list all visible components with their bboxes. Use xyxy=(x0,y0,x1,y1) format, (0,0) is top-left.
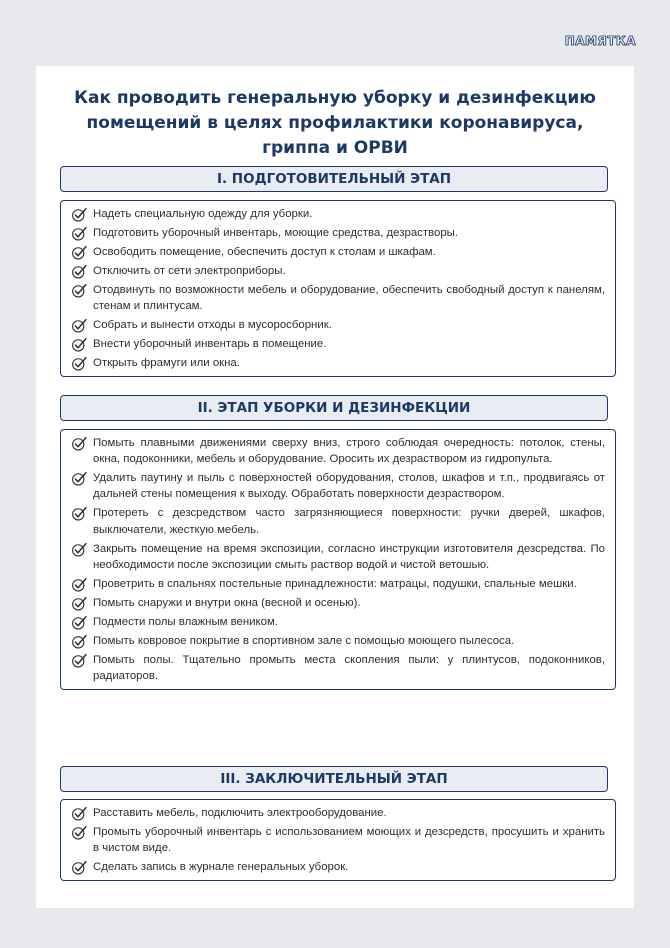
check-circle-icon xyxy=(71,614,88,631)
list-item-text: Протереть с дезсредством часто загрязняющиеся поверхности: ручки дверей, шкафов, выключатели, жесткую мебель. xyxy=(93,507,605,536)
list-item-text: Проветрить в спальнях постельные принадлежности: матрацы, подушки, спальные мешки. xyxy=(93,577,577,590)
list-item xyxy=(71,541,605,573)
check-circle-icon xyxy=(71,263,88,280)
check-circle-icon xyxy=(71,541,88,558)
list-item-text: Закрыть помещение на время экспозиции, согласно инструкции изготовителя дезсредства. По необходимости после экспозиции смыть раствор водой и чистой ветошью. xyxy=(93,542,605,571)
list-item-text: Помыть ковровое покрытие в спортивном зале с помощью моющего пылесоса. xyxy=(93,634,515,647)
check-circle-icon xyxy=(71,225,88,242)
list-item xyxy=(71,435,605,467)
list-item xyxy=(71,824,605,856)
list-item-text: Помыть снаружи и внутри окна (весной и осенью). xyxy=(93,596,361,609)
list-item xyxy=(71,576,605,592)
list-item-text: Освободить помещение, обеспечить доступ к столам и шкафам. xyxy=(93,246,436,258)
list-item xyxy=(71,505,605,537)
check-circle-icon xyxy=(71,282,88,299)
section-list-preparation xyxy=(60,200,616,377)
check-circle-icon xyxy=(71,206,88,223)
list-item-text: Помыть плавными движениями сверху вниз, строго соблюдая очередность: потолок, стены, окна, подоконники, мебель и оборудование. Оросить их дезраствором из гидропульта. xyxy=(93,437,605,466)
check-circle-icon xyxy=(71,633,88,650)
list-item-text: Отключить от сети электроприборы. xyxy=(93,265,286,277)
list-item-text: Промыть уборочный инвентарь с использованием моющих и дезсредств, просушить и хранить в чистом виде. xyxy=(93,826,605,855)
list-item-text: Сделать запись в журнале генеральных уборок. xyxy=(93,861,349,874)
check-circle-icon xyxy=(71,576,88,593)
check-circle-icon xyxy=(71,435,88,452)
check-circle-icon xyxy=(71,805,88,822)
list-item xyxy=(71,633,605,649)
section-list-cleaning xyxy=(60,429,616,690)
list-item xyxy=(71,652,605,684)
check-circle-icon xyxy=(71,859,88,876)
list-item xyxy=(71,355,605,371)
list-item-text: Подмести полы влажным веником. xyxy=(93,615,278,628)
section-heading-final: III. ЗАКЛЮЧИТЕЛЬНЫЙ ЭТАП xyxy=(60,766,608,792)
check-circle-icon xyxy=(71,336,88,353)
list-item-text: Внести уборочный инвентарь в помещение. xyxy=(93,338,327,351)
check-circle-icon xyxy=(71,317,88,334)
section-heading-cleaning: II. ЭТАП УБОРКИ И ДЕЗИНФЕКЦИИ xyxy=(60,395,608,421)
section-list-final xyxy=(60,799,616,881)
list-item-text: Подготовить уборочный инвентарь, моющие средства, дезрастворы. xyxy=(93,227,459,239)
list-item-text: Открыть фрамуги или окна. xyxy=(93,357,240,370)
list-item xyxy=(71,805,605,821)
list-item xyxy=(71,225,605,241)
list-item-text: Отодвинуть по возможности мебель и оборудование, обеспечить свободный доступ к панелям, стенам и плинтусам. xyxy=(93,284,605,313)
list-item xyxy=(71,595,605,611)
list-item xyxy=(71,263,605,279)
check-circle-icon xyxy=(71,505,88,522)
memo-tag: ПАМЯТКА xyxy=(564,34,636,48)
memo-page xyxy=(36,66,634,908)
check-circle-icon xyxy=(71,595,88,612)
check-circle-icon xyxy=(71,244,88,261)
list-item-text: Помыть полы. Тщательно промыть места скопления пыли: у плинтусов, подоконников, радиаторов. xyxy=(93,653,605,683)
list-item xyxy=(71,470,605,502)
page-title: Как проводить генеральную уборку и дезинфекцию помещений в целях профилактики коронавируса, гриппа и ОРВИ xyxy=(74,88,596,158)
check-circle-icon xyxy=(71,470,88,487)
list-item-text: Собрать и вынести отходы в мусоросборник. xyxy=(93,319,332,332)
list-item xyxy=(71,614,605,630)
check-circle-icon xyxy=(71,652,88,669)
list-item xyxy=(71,317,605,333)
list-item xyxy=(71,859,605,875)
list-item xyxy=(71,282,605,314)
check-circle-icon xyxy=(71,824,88,841)
list-item xyxy=(71,244,605,260)
list-item-text: Расставить мебель, подключить электрооборудование. xyxy=(93,807,387,819)
list-item-text: Удалить паутину и пыль с поверхностей оборудования, столов, шкафов и т.п., продвигаясь от дальней стены помещения к выходу. Обработать поверхности дезраствором. xyxy=(93,472,605,501)
list-item xyxy=(71,206,605,222)
list-item xyxy=(71,336,605,352)
list-item-text: Надеть специальную одежду для уборки. xyxy=(93,208,313,220)
check-circle-icon xyxy=(71,355,88,372)
section-heading-preparation: I. ПОДГОТОВИТЕЛЬНЫЙ ЭТАП xyxy=(60,166,608,192)
